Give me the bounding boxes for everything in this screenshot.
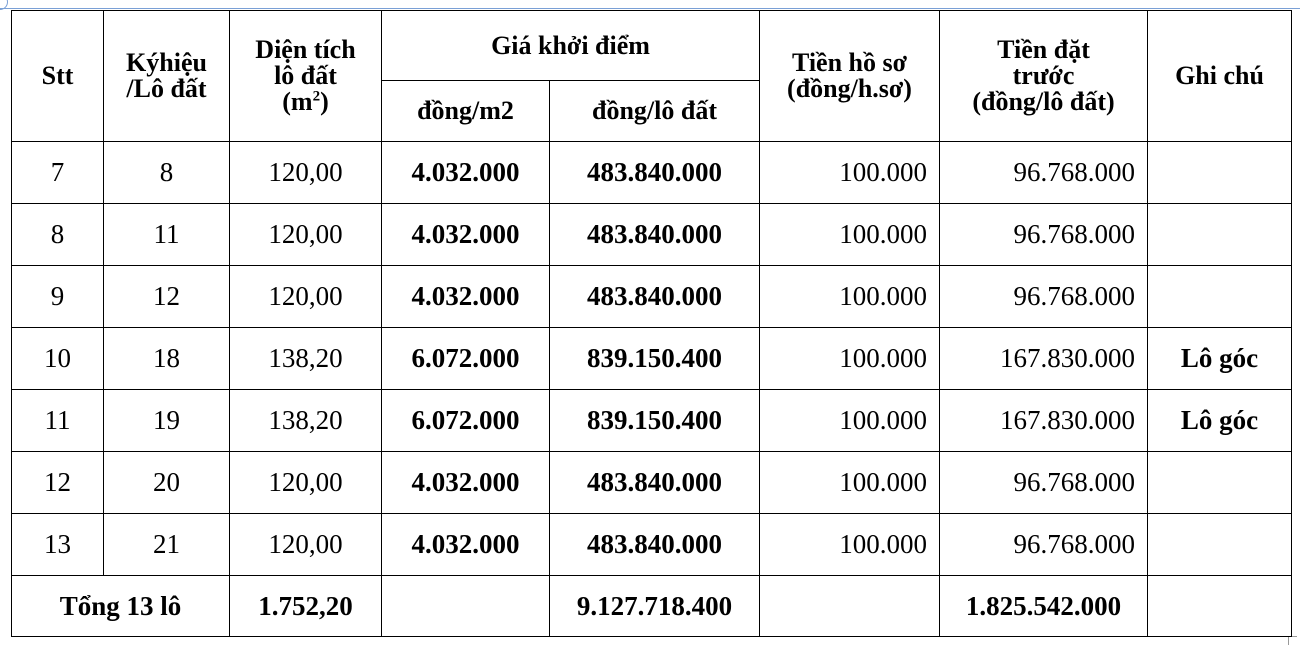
header-dien-tich-line2: lô đất	[274, 61, 337, 90]
cell-ghi-chu	[1148, 452, 1292, 514]
cell-gia-lo: 483.840.000	[550, 452, 760, 514]
total-dien-tich: 1.752,20	[230, 576, 382, 637]
cell-gia-m2: 4.032.000	[382, 452, 550, 514]
cell-gia-m2: 6.072.000	[382, 390, 550, 452]
table-row	[12, 390, 1292, 452]
header-tien-ho-so-line2: (đồng/h.sơ)	[787, 74, 912, 103]
cell-dat-truoc: 96.768.000	[940, 514, 1148, 576]
header-tien-ho-so-line1: Tiền hồ sơ	[791, 48, 908, 77]
total-label: Tổng 13 lô	[12, 576, 230, 637]
cell-gia-lo: 483.840.000	[550, 266, 760, 328]
cell-ky-hieu: 8	[104, 142, 230, 204]
table-row	[12, 204, 1292, 266]
top-guide-line	[0, 8, 1300, 9]
cell-ghi-chu	[1148, 514, 1292, 576]
cell-dat-truoc: 96.768.000	[940, 204, 1148, 266]
header-ky-hieu-line1: Kýhiệu	[126, 48, 207, 77]
cell-gia-lo: 839.150.400	[550, 328, 760, 390]
cell-gia-m2: 4.032.000	[382, 142, 550, 204]
cell-ghi-chu	[1148, 142, 1292, 204]
cell-ghi-chu	[1148, 204, 1292, 266]
cell-ho-so: 100.000	[760, 514, 940, 576]
table-row	[12, 266, 1292, 328]
table-body	[12, 142, 1292, 576]
cell-gia-lo: 839.150.400	[550, 390, 760, 452]
cell-gia-lo: 483.840.000	[550, 204, 760, 266]
table-row	[12, 142, 1292, 204]
cell-gia-m2: 6.072.000	[382, 328, 550, 390]
total-ho-so	[760, 576, 940, 637]
header-tien-dat-truoc	[940, 11, 1148, 142]
cell-gia-m2: 4.032.000	[382, 514, 550, 576]
header-dong-lo-dat: đồng/lô đất	[550, 81, 760, 142]
cell-ky-hieu: 20	[104, 452, 230, 514]
land-auction-table	[11, 10, 1292, 637]
cell-dien-tich: 120,00	[230, 204, 382, 266]
cell-ho-so: 100.000	[760, 390, 940, 452]
cell-ghi-chu: Lô góc	[1148, 390, 1292, 452]
cell-dat-truoc: 96.768.000	[940, 452, 1148, 514]
cell-ho-so: 100.000	[760, 266, 940, 328]
cell-gia-lo: 483.840.000	[550, 514, 760, 576]
cell-ky-hieu: 21	[104, 514, 230, 576]
cell-dat-truoc: 96.768.000	[940, 142, 1148, 204]
cell-gia-m2: 4.032.000	[382, 266, 550, 328]
unit-open: (m	[282, 87, 313, 116]
table-resize-handle-icon[interactable]	[1288, 636, 1297, 645]
cell-stt: 10	[12, 328, 104, 390]
header-ky-hieu	[104, 11, 230, 142]
header-ky-hieu-line2: /Lô đất	[126, 74, 207, 103]
header-ghi-chu: Ghi chú	[1148, 11, 1292, 142]
total-row	[12, 576, 1292, 637]
cell-ghi-chu: Lô góc	[1148, 328, 1292, 390]
total-dat-truoc: 1.825.542.000	[940, 576, 1148, 637]
cell-ky-hieu: 11	[104, 204, 230, 266]
cell-dat-truoc: 167.830.000	[940, 328, 1148, 390]
total-gia-m2	[382, 576, 550, 637]
cell-ho-so: 100.000	[760, 328, 940, 390]
total-ghi-chu	[1148, 576, 1292, 637]
header-stt: Stt	[12, 11, 104, 142]
header-tien-dat-truoc-line1: Tiền đặt	[997, 35, 1090, 64]
cell-stt: 7	[12, 142, 104, 204]
cell-ky-hieu: 19	[104, 390, 230, 452]
cell-ho-so: 100.000	[760, 452, 940, 514]
header-dien-tich	[230, 11, 382, 142]
cell-stt: 9	[12, 266, 104, 328]
cell-dien-tich: 120,00	[230, 266, 382, 328]
header-gia-khoi-diem: Giá khởi điểm	[382, 11, 760, 81]
header-tien-ho-so	[760, 11, 940, 142]
cell-dien-tich: 138,20	[230, 390, 382, 452]
header-dong-m2: đồng/m2	[382, 81, 550, 142]
cell-gia-m2: 4.032.000	[382, 204, 550, 266]
cell-stt: 11	[12, 390, 104, 452]
cell-gia-lo: 483.840.000	[550, 142, 760, 204]
cell-ky-hieu: 18	[104, 328, 230, 390]
cell-ho-so: 100.000	[760, 142, 940, 204]
header-tien-dat-truoc-line2: trước	[1012, 61, 1075, 90]
table-row	[12, 328, 1292, 390]
header-dien-tich-unit	[230, 89, 381, 115]
header-dien-tich-line1: Diện tích	[255, 35, 356, 64]
cell-dien-tich: 120,00	[230, 514, 382, 576]
cell-dien-tich: 120,00	[230, 452, 382, 514]
table-row	[12, 452, 1292, 514]
unit-superscript: 2	[312, 88, 321, 105]
cell-ghi-chu	[1148, 266, 1292, 328]
total-gia-lo: 9.127.718.400	[550, 576, 760, 637]
cell-dat-truoc: 167.830.000	[940, 390, 1148, 452]
unit-close: )	[320, 87, 329, 116]
cell-ho-so: 100.000	[760, 204, 940, 266]
cell-ky-hieu: 12	[104, 266, 230, 328]
cell-dien-tich: 138,20	[230, 328, 382, 390]
cell-stt: 12	[12, 452, 104, 514]
cell-stt: 8	[12, 204, 104, 266]
cell-stt: 13	[12, 514, 104, 576]
header-tien-dat-truoc-line3: (đồng/lô đất)	[972, 87, 1115, 116]
cell-dat-truoc: 96.768.000	[940, 266, 1148, 328]
table-row	[12, 514, 1292, 576]
cell-dien-tich: 120,00	[230, 142, 382, 204]
